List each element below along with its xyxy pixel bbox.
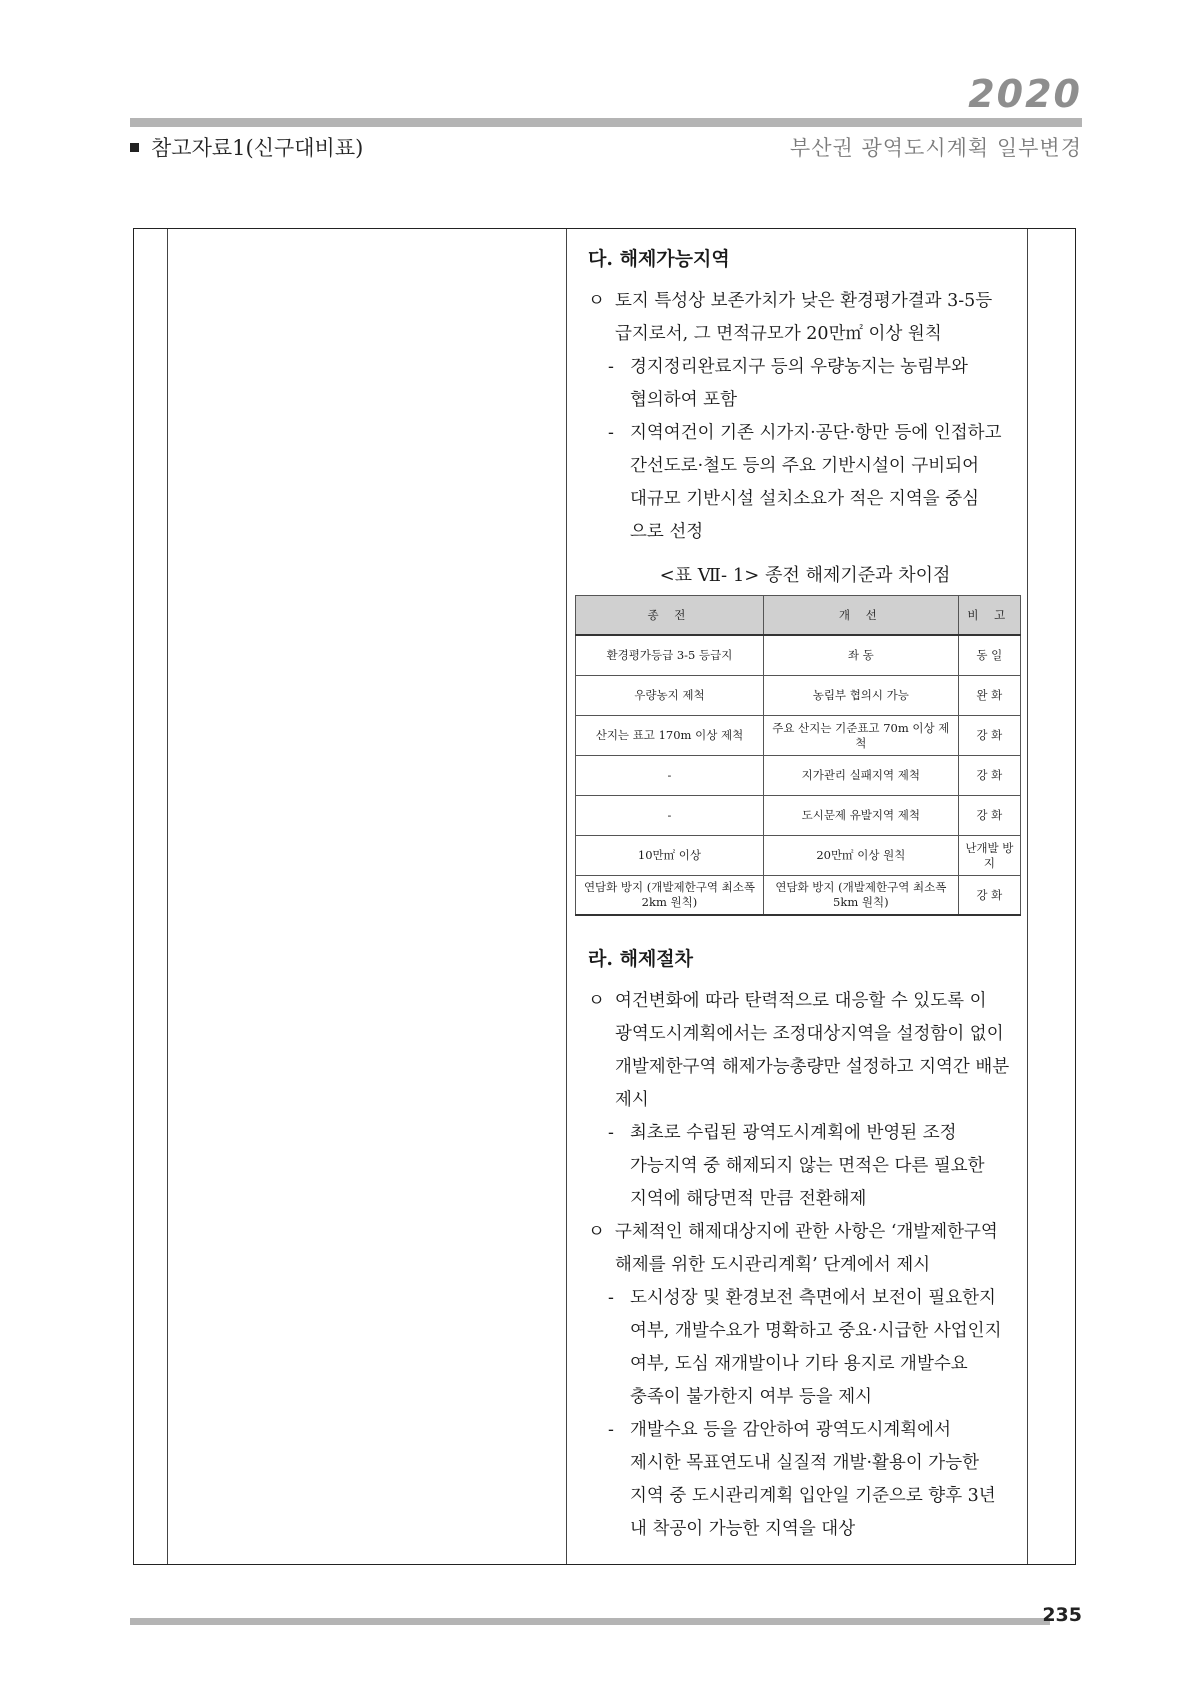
bullet-item <box>580 985 1030 1117</box>
item-line: 가능지역 중 해제되지 않는 면적은 다른 필요한 <box>630 1156 985 1176</box>
table-header-row <box>576 596 1021 636</box>
item-line: 간선도로·철도 등의 주요 기반시설이 구비되어 <box>630 456 980 476</box>
item-marker: ㅇ <box>588 1222 605 1242</box>
item-marker: ㅇ <box>588 291 605 311</box>
table-header-cell: 종 전 <box>576 596 764 636</box>
item-line: 개발수요 등을 감안하여 광역도시계획에서 <box>630 1420 951 1440</box>
section-ra <box>580 944 1030 1546</box>
footer-rule <box>130 1618 1050 1625</box>
table-cell: 동 일 <box>958 635 1020 676</box>
comparison-table <box>575 595 1021 916</box>
item-line: 광역도시계획에서는 조정대상지역을 설정함이 없이 <box>615 1024 1004 1044</box>
item-line: 여부, 개발수요가 명확하고 중요·시급한 사업인지 <box>630 1321 1002 1341</box>
table-row <box>576 796 1021 836</box>
section-title: 라. 해제절차 <box>588 948 693 970</box>
page-number: 235 <box>1042 1604 1082 1626</box>
item-marker: ㅇ <box>588 991 605 1011</box>
item-line: 경지정리완료지구 등의 우량농지는 농림부와 <box>630 357 968 377</box>
table-caption: <표 Ⅶ- 1> 종전 해제기준과 차이점 <box>659 565 951 586</box>
table-cell: 20만㎡ 이상 원칙 <box>763 836 958 876</box>
table-row <box>576 635 1021 676</box>
table-body <box>576 635 1021 915</box>
header-right-label: 부산권 광역도시계획 일부변경 <box>789 136 1082 160</box>
table-header-cell: 비 고 <box>958 596 1020 636</box>
table-cell: 주요 산지는 기준표고 70m 이상 제척 <box>763 716 958 756</box>
item-line: 최초로 수립된 광역도시계획에 반영된 조정 <box>630 1123 957 1143</box>
column-divider <box>566 229 567 1564</box>
item-line: 지역여건이 기존 시가지·공단·항만 등에 인접하고 <box>630 423 1002 443</box>
item-line: 지역 중 도시관리계획 입안일 기준으로 향후 3년 <box>630 1486 996 1506</box>
table-row <box>576 756 1021 796</box>
section-ra-body <box>580 985 1030 1546</box>
item-line: 도시성장 및 환경보전 측면에서 보전이 필요한지 <box>630 1288 996 1308</box>
table-cell: 환경평가등급 3-5 등급지 <box>576 635 764 676</box>
table-cell: 연담화 방지 (개발제한구역 최소폭 2km 원칙) <box>576 876 764 916</box>
table-cell: 강 화 <box>958 876 1020 916</box>
table-cell: 도시문제 유발지역 제척 <box>763 796 958 836</box>
item-line: 제시한 목표연도내 실질적 개발·활용이 가능한 <box>630 1453 980 1473</box>
dash-item <box>580 417 1030 549</box>
table-cell: 산지는 표고 170m 이상 제척 <box>576 716 764 756</box>
square-bullet-icon <box>130 143 139 152</box>
item-line: 여건변화에 따라 탄력적으로 대응할 수 있도록 이 <box>615 991 987 1011</box>
item-line: 급지로서, 그 면적규모가 20만㎡ 이상 원칙 <box>615 324 942 344</box>
table-row <box>576 836 1021 876</box>
section-da-body <box>580 285 1030 549</box>
table-cell: 완 화 <box>958 676 1020 716</box>
table-row <box>576 876 1021 916</box>
table-cell: 지가관리 실패지역 제척 <box>763 756 958 796</box>
item-line: 제시 <box>615 1090 649 1110</box>
bullet-item <box>580 1216 1030 1282</box>
table-cell: - <box>576 756 764 796</box>
item-line: 해제를 위한 도시관리계획’ 단계에서 제시 <box>615 1255 931 1275</box>
dash-item <box>580 1414 1030 1546</box>
item-line: 개발제한구역 해제가능총량만 설정하고 지역간 배분 <box>615 1057 1010 1077</box>
section-title: 다. 해제가능지역 <box>588 248 730 270</box>
item-marker: - <box>608 1288 614 1308</box>
table-cell: - <box>576 796 764 836</box>
table-cell: 난개발 방지 <box>958 836 1020 876</box>
table-cell: 10만㎡ 이상 <box>576 836 764 876</box>
revised-content-column <box>580 244 1030 1546</box>
header-left-label: 참고자료1(신구대비표) <box>151 136 364 160</box>
table-cell: 연담화 방지 (개발제한구역 최소폭 5km 원칙) <box>763 876 958 916</box>
item-line: 내 착공이 가능한 지역을 대상 <box>630 1519 856 1539</box>
item-line: 으로 선정 <box>630 522 704 542</box>
item-line: 협의하여 포함 <box>630 390 737 410</box>
item-marker: - <box>608 357 614 377</box>
item-marker: - <box>608 1123 614 1143</box>
table-cell: 농림부 협의시 가능 <box>763 676 958 716</box>
table-cell: 강 화 <box>958 796 1020 836</box>
table-header-cell: 개 선 <box>763 596 958 636</box>
header-rule <box>130 118 1082 127</box>
document-year: 2020 <box>968 72 1082 116</box>
dash-item <box>580 351 1030 417</box>
table-cell: 강 화 <box>958 756 1020 796</box>
table-cell: 좌 동 <box>763 635 958 676</box>
table-row <box>576 676 1021 716</box>
item-marker: - <box>608 1420 614 1440</box>
item-line: 대규모 기반시설 설치소요가 적은 지역을 중심 <box>630 489 980 509</box>
item-line: 여부, 도심 재개발이나 기타 용지로 개발수요 <box>630 1354 968 1374</box>
item-line: 충족이 불가한지 여부 등을 제시 <box>630 1387 873 1407</box>
item-line: 구체적인 해제대상지에 관한 사항은 ‘개발제한구역 <box>615 1222 998 1242</box>
column-divider <box>167 229 168 1564</box>
item-line: 토지 특성상 보존가치가 낮은 환경평가결과 3-5등 <box>615 291 993 311</box>
table-row <box>576 716 1021 756</box>
table-cell: 우량농지 제척 <box>576 676 764 716</box>
table-cell: 강 화 <box>958 716 1020 756</box>
dash-item <box>580 1117 1030 1216</box>
item-marker: - <box>608 423 614 443</box>
header-left <box>130 132 363 162</box>
item-line: 지역에 해당면적 만큼 전환해제 <box>630 1189 867 1209</box>
bullet-item <box>580 285 1030 351</box>
dash-item <box>580 1282 1030 1414</box>
